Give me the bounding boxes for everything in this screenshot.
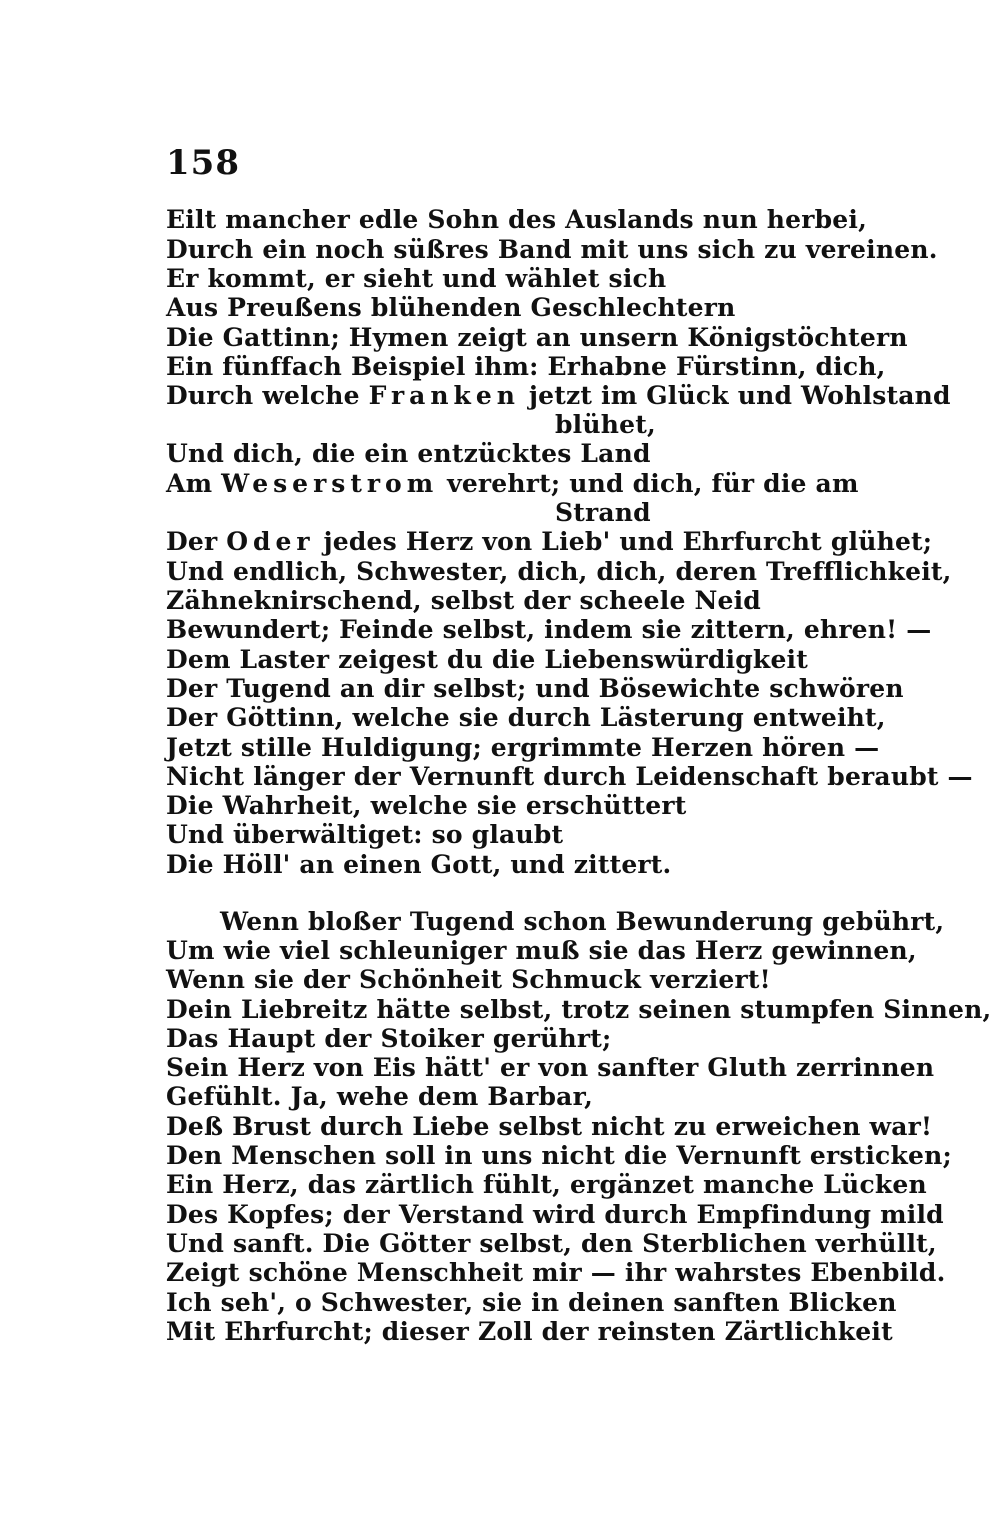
verse-line: Den Menschen soll in uns nicht die Vernunft ersticken; xyxy=(166,1141,952,1170)
verse-line: Ein fünffach Beispiel ihm: Erhabne Fürstinn, dich, xyxy=(166,352,886,381)
emphasized-name: Franken xyxy=(368,381,520,410)
verse-line: Die Höll' an einen Gott, und zittert. xyxy=(166,850,672,879)
page-number: 158 xyxy=(166,143,240,183)
verse-line: Ich seh', o Schwester, sie in deinen sanften Blicken xyxy=(166,1288,897,1317)
verse-line: Und dich, die ein entzücktes Land xyxy=(166,439,651,468)
verse-line: Um wie viel schleuniger muß sie das Herz gewinnen, xyxy=(166,936,917,965)
verse-line: Mit Ehrfurcht; dieser Zoll der reinsten Zärtlichkeit xyxy=(166,1317,893,1346)
verse-line: Gefühlt. Ja, wehe dem Barbar, xyxy=(166,1082,594,1111)
verse-text: Der xyxy=(166,527,218,556)
verse-line: Bewundert; Feinde selbst, indem sie zittern, ehren! — xyxy=(166,615,932,644)
verse-line: Dein Liebreitz hätte selbst, trotz seinen stumpfen Sinnen, xyxy=(166,995,991,1024)
verse-line: Ein Herz, das zärtlich fühlt, ergänzet manche Lücken xyxy=(166,1170,927,1199)
verse-line: Des Kopfes; der Verstand wird durch Empfindung mild xyxy=(166,1200,944,1229)
verse-text: Am xyxy=(166,469,213,498)
verse-line: Und überwältiget: so glaubt xyxy=(166,820,564,849)
verse-line: Zeigt schöne Menschheit mir — ihr wahrstes Ebenbild. xyxy=(166,1258,946,1287)
verse-line: Die Gattinn; Hymen zeigt an unsern Königstöchtern xyxy=(166,323,908,352)
verse-line: Jetzt stille Huldigung; ergrimmte Herzen hören — xyxy=(166,733,880,762)
verse-line: Zähneknirschend, selbst der scheele Neid xyxy=(166,586,761,615)
verse-line: Der Tugend an dir selbst; und Bösewichte schwören xyxy=(166,674,904,703)
verse-line: Wenn bloßer Tugend schon Bewunderung gebührt, xyxy=(220,907,945,936)
verse-line: Dem Laster zeigest du die Liebenswürdigkeit xyxy=(166,645,808,674)
verse-line xyxy=(166,381,951,410)
emphasized-name: Oder xyxy=(226,527,315,556)
verse-continuation: Strand xyxy=(555,498,651,527)
verse-line xyxy=(166,469,859,498)
verse-line: Das Haupt der Stoiker gerührt; xyxy=(166,1024,612,1053)
verse-line: Wenn sie der Schönheit Schmuck verziert! xyxy=(166,965,771,994)
emphasized-name: Weserstrom xyxy=(221,469,439,498)
verse-line: Und sanft. Die Götter selbst, den Sterblichen verhüllt, xyxy=(166,1229,937,1258)
verse-text: jedes Herz von Lieb' und Ehrfurcht glühet; xyxy=(323,527,933,556)
verse-line: Aus Preußens blühenden Geschlechtern xyxy=(166,293,736,322)
verse-line: Durch ein noch süßres Band mit uns sich zu vereinen. xyxy=(166,235,938,264)
verse-line: Sein Herz von Eis hätt' er von sanfter Gluth zerrinnen xyxy=(166,1053,935,1082)
verse-line: Nicht länger der Vernunft durch Leidenschaft beraubt — xyxy=(166,762,973,791)
verse-line xyxy=(166,527,932,556)
verse-text: jetzt im Glück und Wohlstand xyxy=(528,381,951,410)
verse-line: Und endlich, Schwester, dich, dich, deren Trefflichkeit, xyxy=(166,557,952,586)
verse-line: Deß Brust durch Liebe selbst nicht zu erweichen war! xyxy=(166,1112,933,1141)
verse-line: Eilt mancher edle Sohn des Auslands nun herbei, xyxy=(166,205,868,234)
verse-text: Durch welche xyxy=(166,381,360,410)
verse-continuation: blühet, xyxy=(555,410,656,439)
verse-line: Der Göttinn, welche sie durch Lästerung entweiht, xyxy=(166,703,886,732)
verse-text: verehrt; und dich, für die am xyxy=(447,469,859,498)
verse-line: Die Wahrheit, welche sie erschüttert xyxy=(166,791,687,820)
verse-line: Er kommt, er sieht und wählet sich xyxy=(166,264,667,293)
